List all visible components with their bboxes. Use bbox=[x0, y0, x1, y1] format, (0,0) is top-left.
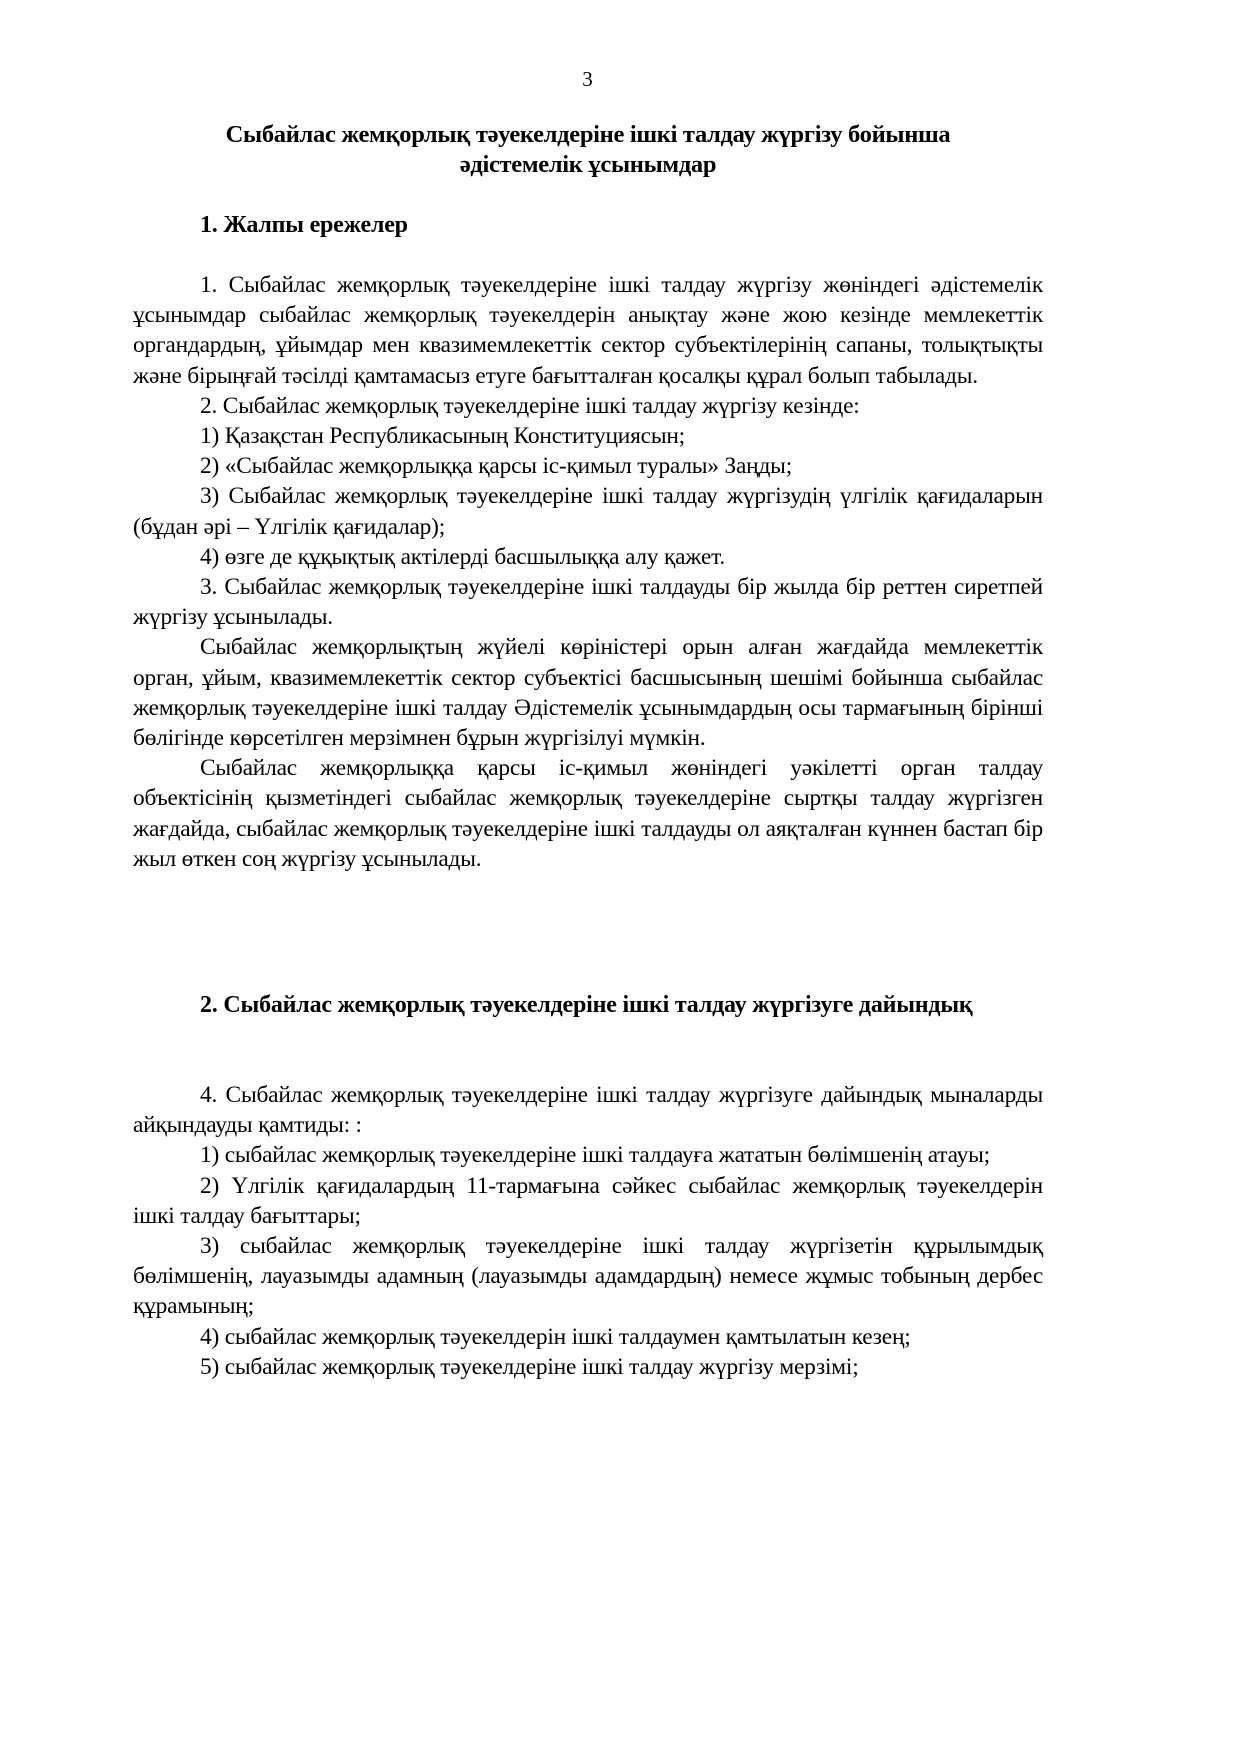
list-item: 1) Қазақстан Республикасының Конституциясын; bbox=[200, 423, 685, 450]
list-item: 5) сыбайлас жемқорлық тәуекелдеріне ішкі талдау жүргізу мерзімі; bbox=[200, 1353, 859, 1380]
paragraph: 1. Сыбайлас жемқорлық тәуекелдеріне ішкі талдау жүргізу жөніндегі әдістемелік ұсынымдар сыбайлас жемқорлық тәуекелдерін анықтау және жою кезінде мемлекеттік органдардың, ұйымдар мен квазимемлекеттік сектор субъектілерінің сапаны, толықтықты және бірыңғай тәсілді қамтамасыз етуге бағытталған қосалқы құрал болып табылады. bbox=[133, 272, 1043, 389]
paragraph: Сыбайлас жемқорлыққа қарсы іс-қимыл жөніндегі уәкілетті орган талдау объектісінің қызметіндегі сыбайлас жемқорлық тәуекелдеріне сыртқы талдау жүргізген жағдайда, сыбайлас жемқорлық тәуекелдеріне ішкі талдауды ол аяқталған күннен бастап бір жыл өткен соң жүргізу ұсынылады. bbox=[133, 755, 1043, 872]
section-1-heading-block bbox=[133, 210, 1043, 241]
list-item: 4) сыбайлас жемқорлық тәуекелдерін ішкі талдаумен қамтылатын кезең; bbox=[200, 1323, 911, 1350]
section-2-body bbox=[133, 1080, 1043, 1382]
section-heading: 1. Жалпы ережелер bbox=[200, 212, 408, 238]
list-item: 1) сыбайлас жемқорлық тәуекелдеріне ішкі талдауға жататын бөлімшенің атауы; bbox=[200, 1142, 990, 1169]
paragraph: 3. Сыбайлас жемқорлық тәуекелдеріне ішкі талдауды бір жылда бір реттен сиретпей жүргізу ұсынылады. bbox=[133, 574, 1043, 631]
page-number: 3 bbox=[582, 67, 593, 91]
section-heading: 2. Сыбайлас жемқорлық тәуекелдеріне ішкі талдау жүргізуге дайындық bbox=[200, 992, 973, 1018]
section-2-heading-block bbox=[133, 990, 1043, 1021]
paragraph: 4. Сыбайлас жемқорлық тәуекелдеріне ішкі талдау жүргізуге дайындық мыналарды айқындауды қамтиды: : bbox=[133, 1082, 1043, 1139]
section-1-body bbox=[133, 270, 1043, 874]
document-title bbox=[133, 120, 1043, 180]
list-item: 4) өзге де құқықтық актілерді басшылыққа алу қажет. bbox=[200, 543, 726, 570]
list-item: 3) Сыбайлас жемқорлық тәуекелдеріне ішкі талдау жүргізудің үлгілік қағидаларын (бұдан әрі – Үлгілік қағидалар); bbox=[133, 483, 1043, 540]
document-title-line-2: әдістемелік ұсынымдар bbox=[459, 151, 717, 178]
list-item: 2) Үлгілік қағидалардың 11-тармағына сәйкес сыбайлас жемқорлық тәуекелдерін ішкі талдау бағыттары; bbox=[133, 1172, 1043, 1229]
list-item: 2) «Сыбайлас жемқорлыққа қарсы іс-қимыл туралы» Заңды; bbox=[200, 453, 792, 480]
list-item: 3) сыбайлас жемқорлық тәуекелдеріне ішкі талдау жүргізетін құрылымдық бөлімшенің, лауазымды адамның (лауазымды адамдардың) немесе жұмыс тобының дербес құрамының; bbox=[133, 1233, 1043, 1320]
document-title-line-1: Сыбайлас жемқорлық тәуекелдеріне ішкі талдау жүргізу бойынша bbox=[225, 121, 951, 148]
paragraph: Сыбайлас жемқорлықтың жүйелі көріністері орын алған жағдайда мемлекеттік орган, ұйым, квазимемлекеттік сектор субъектісі басшысының шешімі бойынша сыбайлас жемқорлық тәуекелдеріне ішкі талдау Әдістемелік ұсынымдардың осы тармағының бірінші бөлігінде көрсетілген мерзімнен бұрын жүргізілуі мүмкін. bbox=[133, 634, 1043, 752]
paragraph: 2. Сыбайлас жемқорлық тәуекелдеріне ішкі талдау жүргізу кезінде: bbox=[200, 392, 860, 419]
